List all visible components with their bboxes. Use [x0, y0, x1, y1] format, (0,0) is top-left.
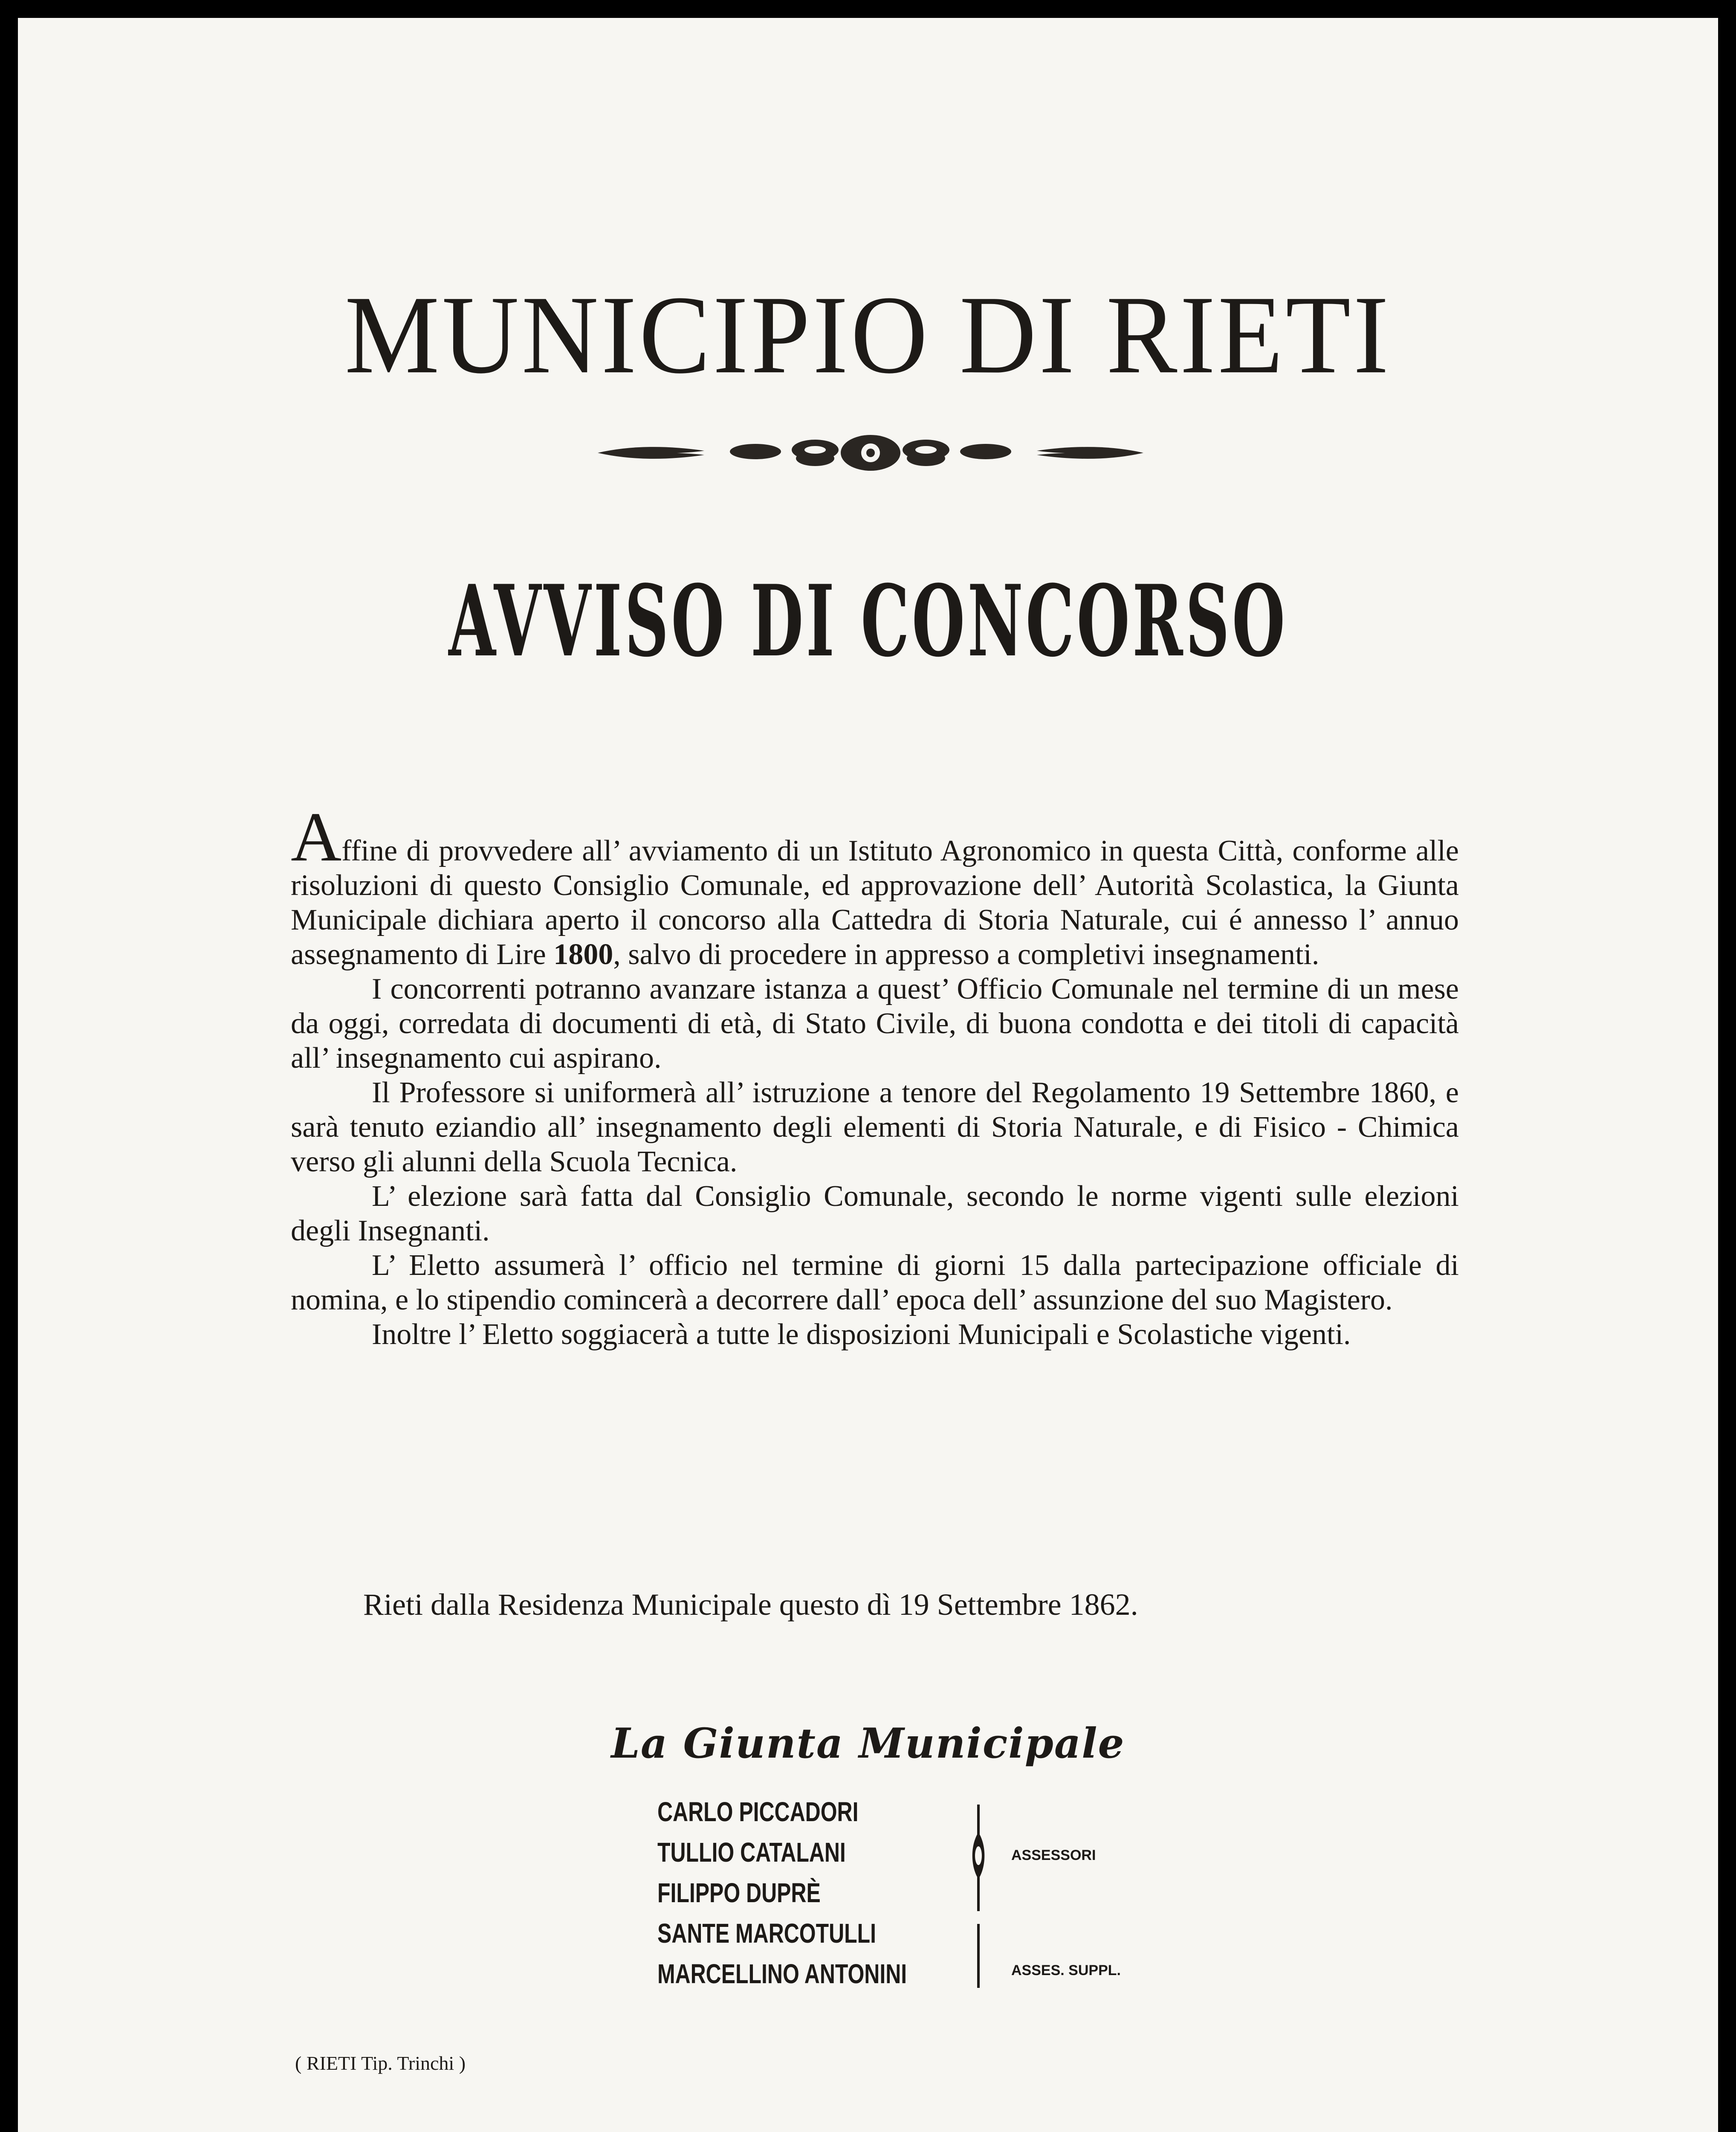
- role-label: ASSES. SUPPL.: [1011, 1962, 1121, 1978]
- member-name: MARCELLINO ANTONINI: [657, 1958, 907, 1989]
- salary-amount: 1800: [553, 938, 613, 971]
- member-name: CARLO PICCADORI: [657, 1796, 859, 1827]
- notice-body: [291, 798, 1459, 1352]
- signature-heading: La Giunta Municipale: [611, 1719, 1125, 1767]
- notice-heading: AVVISO DI CONCORSO: [448, 564, 1288, 679]
- paragraph-4: L’ elezione sarà fatta dal Consiglio Comunale, secondo le norme vigenti sulle elezioni degli Insegnanti.: [291, 1180, 1459, 1247]
- paragraph-1: Affine di provvedere all’ avviamento di un Istituto Agronomico in questa Città, conforme alle risoluzioni di questo Consiglio Comunale, ed approvazione dell’ Autorità Scolastica, la Giunta Municipale dichiara aperto il concorso alla Cattedra di Storia Naturale, cui é annesso l’ annuo assegnamento di Lire 1800, salvo di procedere in appresso a completivi insegnamenti.: [291, 798, 1459, 971]
- member-name: TULLIO CATALANI: [657, 1837, 846, 1868]
- paragraph-2: I concorrenti potranno avanzare istanza a quest’ Officio Comunale nel termine di un mese da oggi, corredata di documenti di età, di Stato Civile, di buona condotta e dei titoli di capacità all’ insegnamento cui aspirano.: [291, 973, 1459, 1075]
- ornament-divider: [593, 425, 1148, 481]
- paragraph-6: Inoltre l’ Eletto soggiacerà a tutte le disposizioni Municipali e Scolastiche vigenti.: [372, 1318, 1351, 1351]
- printer-imprint: ( RIETI Tip. Trinchi ): [295, 2052, 466, 2074]
- bracket-ornament: [969, 1832, 987, 1879]
- supplenti-bracket: [977, 1924, 980, 1988]
- paragraph-3: Il Professore si uniformerà all’ istruzione a tenore del Regolamento 19 Settembre 1860, e sarà tenuto eziandio all’ insegnamento degli elementi di Storia Naturale, e di Fisico - Chimica verso gli alunni della Scuola Tecnica.: [291, 1076, 1459, 1178]
- date-line: Rieti dalla Residenza Municipale questo dì 19 Settembre 1862.: [363, 1587, 1138, 1622]
- paragraph-5: L’ Eletto assumerà l’ officio nel termine di giorni 15 dalla partecipazione officiale di nomina, e lo stipendio comincerà a decorrere dall’ epoca dell’ assunzione del suo Magistero.: [291, 1249, 1459, 1316]
- page-title: MUNICIPIO DI RIETI: [344, 273, 1392, 397]
- poster-sheet: [18, 18, 1718, 2132]
- member-name: SANTE MARCOTULLI: [657, 1918, 877, 1949]
- member-name: FILIPPO DUPRÈ: [657, 1877, 821, 1908]
- drop-cap: A: [291, 798, 342, 876]
- role-label: ASSESSORI: [1011, 1847, 1096, 1863]
